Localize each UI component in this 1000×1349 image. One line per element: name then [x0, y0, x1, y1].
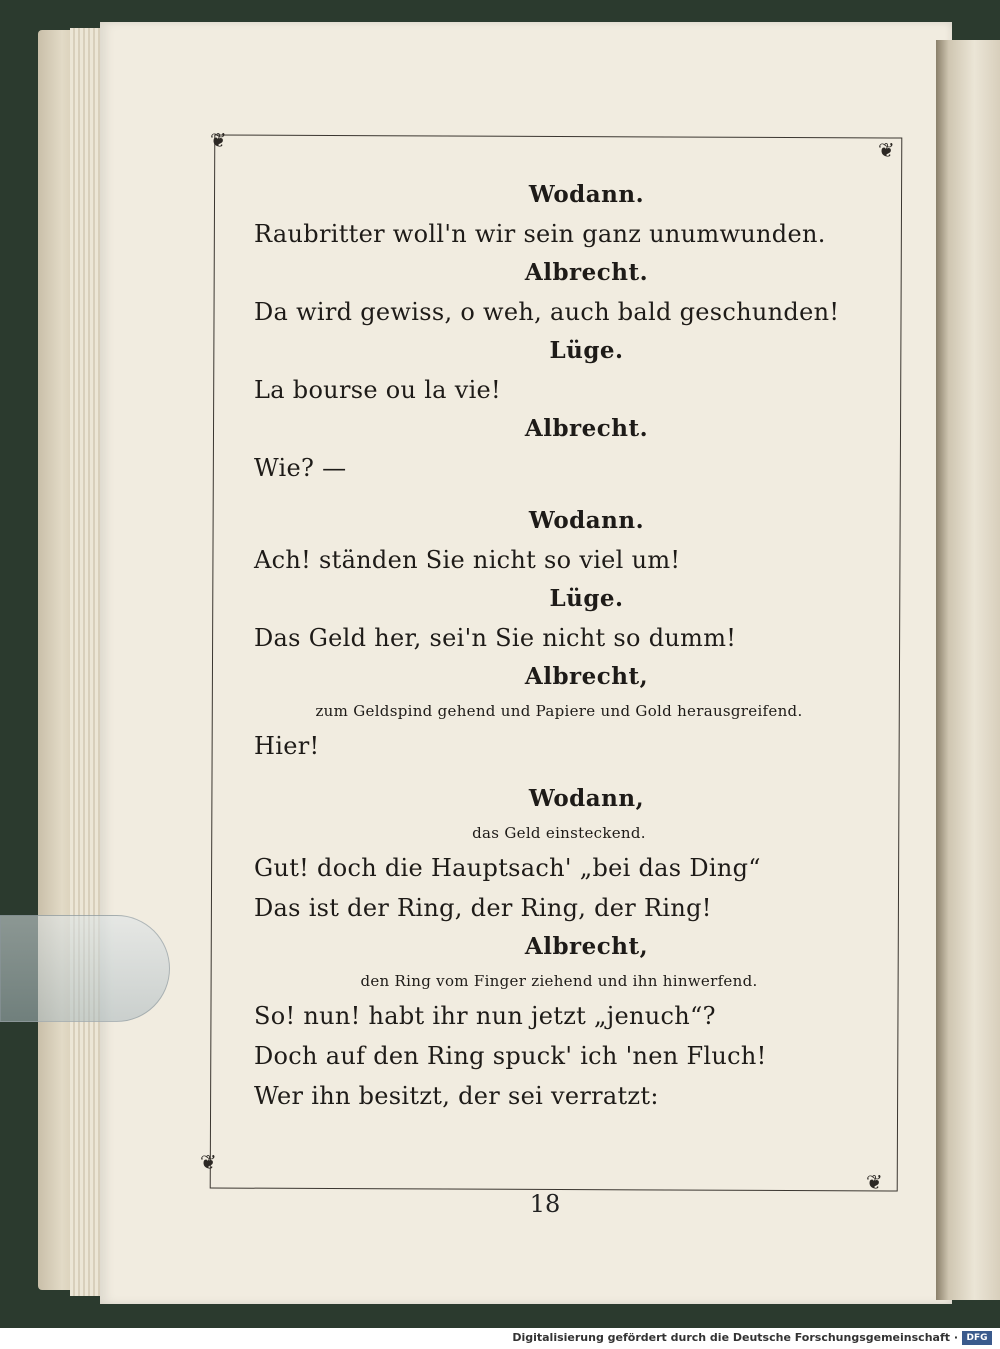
- fleuron-icon: ❦: [210, 128, 227, 152]
- stage-direction: den Ring vom Finger ziehend und ihn hinwerfend.: [360, 972, 758, 990]
- verse-line: Wie? —: [254, 454, 347, 482]
- verse-line: La bourse ou la vie!: [254, 376, 501, 404]
- dfg-logo: DFG: [962, 1331, 992, 1345]
- fleuron-icon: ❦: [200, 1150, 217, 1174]
- verse-line: Ach! ständen Sie nicht so viel um!: [254, 546, 681, 574]
- verse-line: Raubritter woll'n wir sein ganz unumwunden.: [254, 220, 826, 248]
- page-number: 18: [529, 1190, 561, 1218]
- speaker-name: Albrecht,: [524, 663, 649, 690]
- speaker-name: Wodann.: [528, 507, 645, 534]
- speaker-name: Albrecht,: [524, 933, 649, 960]
- fleuron-icon: ❦: [866, 1170, 883, 1194]
- fleuron-icon: ❦: [878, 138, 895, 162]
- line-gap: [254, 488, 864, 502]
- speaker-name: Albrecht.: [524, 259, 649, 286]
- speaker-name: Wodann.: [528, 181, 645, 208]
- verse-line: Das ist der Ring, der Ring, der Ring!: [254, 894, 712, 922]
- facing-page-edge: [936, 40, 1000, 1300]
- verse-line: Das Geld her, sei'n Sie nicht so dumm!: [254, 624, 737, 652]
- glass-page-holder: [0, 915, 170, 1022]
- stage-direction: zum Geldspind gehend und Papiere und Gold herausgreifend.: [315, 702, 803, 720]
- digitization-credit: Digitalisierung gefördert durch die Deutsche Forschungsgemeinschaft ·: [512, 1331, 958, 1344]
- verse-line: Gut! doch die Hauptsach' „bei das Ding“: [254, 854, 761, 882]
- speaker-name: Wodann,: [528, 785, 645, 812]
- line-gap: [254, 766, 864, 780]
- verse-line: Wer ihn besitzt, der sei verratzt:: [254, 1082, 659, 1110]
- stage-direction: das Geld einsteckend.: [472, 824, 646, 842]
- speaker-name: Lüge.: [549, 585, 624, 612]
- verse-line: So! nun! habt ihr nun jetzt „jenuch“?: [254, 1002, 716, 1030]
- play-text: [254, 176, 864, 1116]
- verse-line: Hier!: [254, 732, 320, 760]
- speaker-name: Albrecht.: [524, 415, 649, 442]
- speaker-name: Lüge.: [549, 337, 624, 364]
- verse-line: Doch auf den Ring spuck' ich 'nen Fluch!: [254, 1042, 767, 1070]
- verse-line: Da wird gewiss, o weh, auch bald geschunden!: [254, 298, 840, 326]
